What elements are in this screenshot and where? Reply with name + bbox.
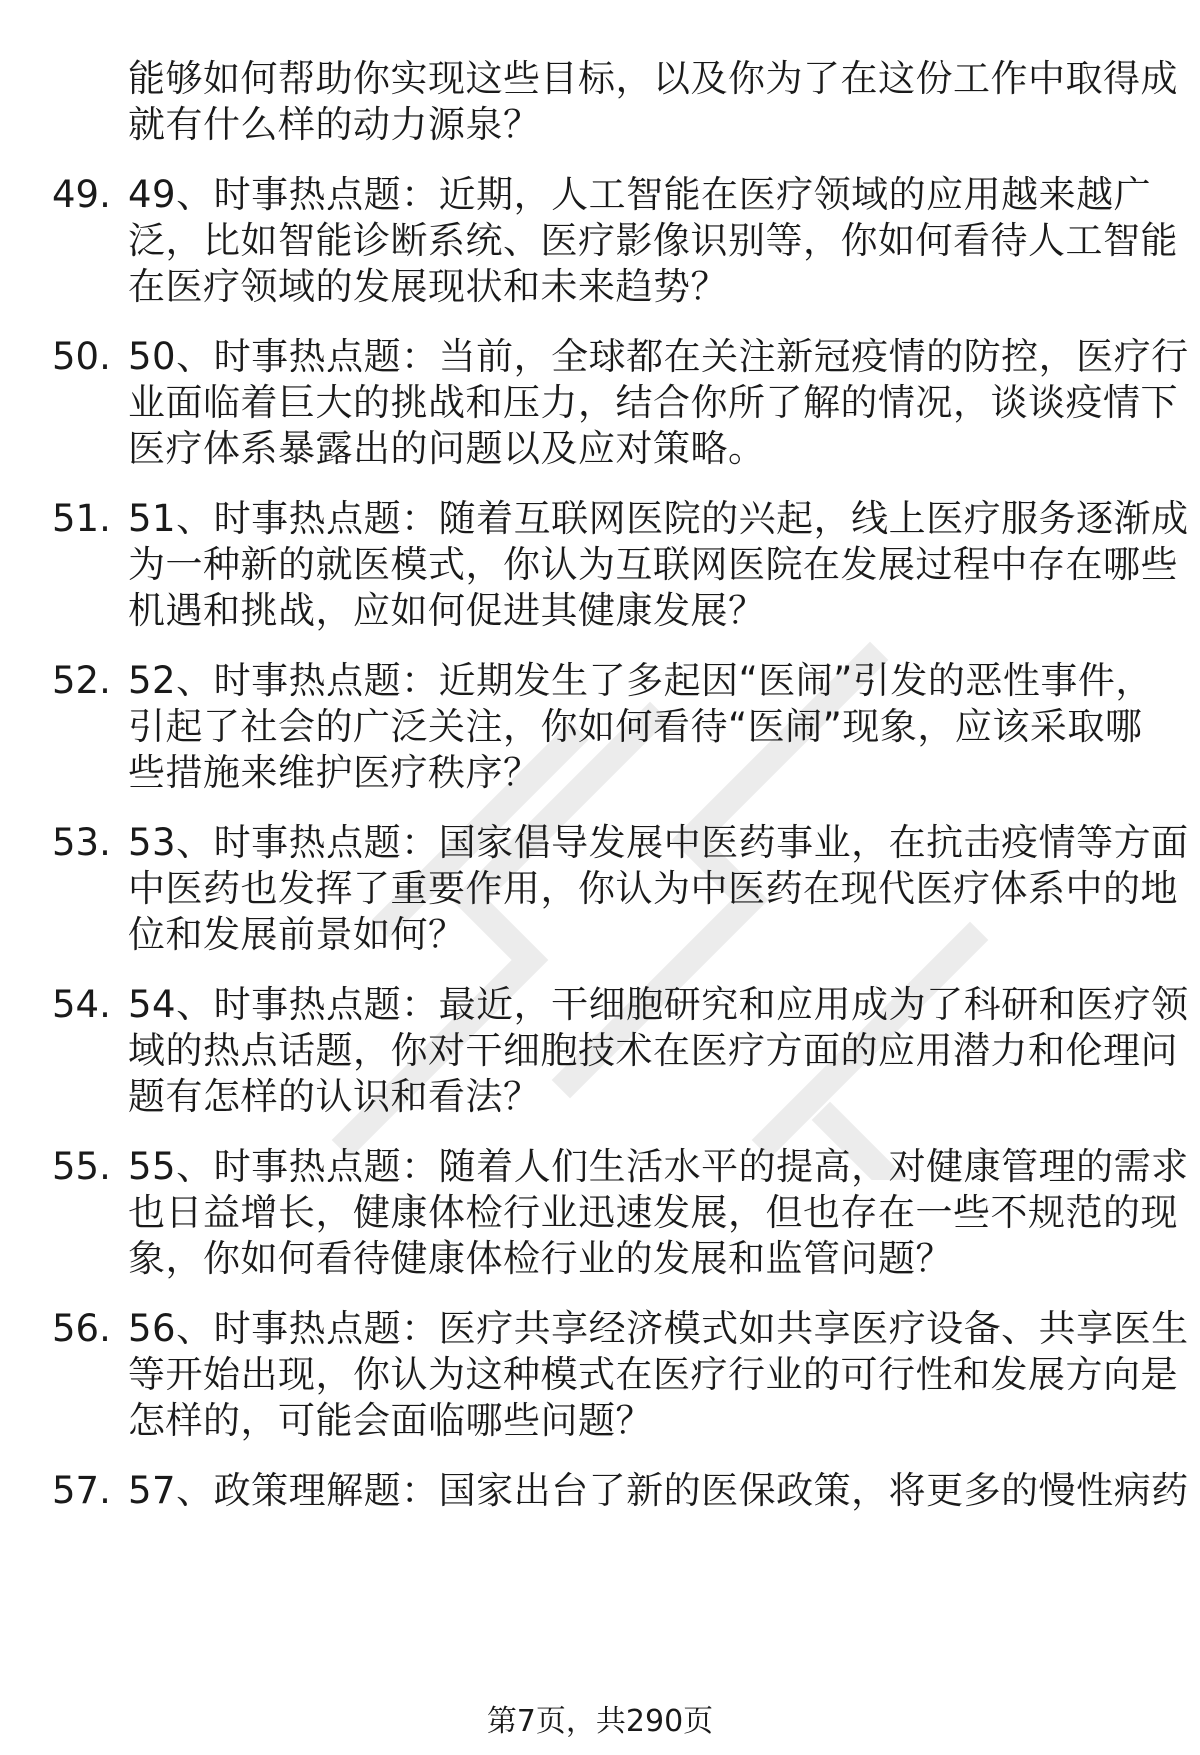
item-number: 56. bbox=[52, 1307, 111, 1350]
item-line: 些措施来维护医疗秩序？ bbox=[128, 751, 541, 794]
item-line: 域的热点话题，你对干细胞技术在医疗方面的应用潜力和伦理问 bbox=[128, 1029, 1178, 1072]
item-line: 等开始出现，你认为这种模式在医疗行业的可行性和发展方向是 bbox=[128, 1353, 1178, 1396]
item-number: 49. bbox=[52, 173, 111, 216]
intro-line: 能够如何帮助你实现这些目标，以及你为了在这份工作中取得成 bbox=[128, 57, 1178, 100]
item-number: 53. bbox=[52, 821, 111, 864]
item-line: 54、时事热点题：最近，干细胞研究和应用成为了科研和医疗领 bbox=[128, 983, 1189, 1026]
item-number: 52. bbox=[52, 659, 111, 702]
intro-line: 就有什么样的动力源泉？ bbox=[128, 103, 541, 146]
item-line: 53、时事热点题：国家倡导发展中医药事业，在抗击疫情等方面 bbox=[128, 821, 1189, 864]
item-line: 为一种新的就医模式，你认为互联网医院在发展过程中存在哪些 bbox=[128, 543, 1178, 586]
page-footer: 第7页，共290页 bbox=[486, 1704, 714, 1739]
item-number: 51. bbox=[52, 497, 111, 540]
item-line: 50、时事热点题：当前，全球都在关注新冠疫情的防控，医疗行 bbox=[128, 335, 1189, 378]
item-number: 54. bbox=[52, 983, 111, 1026]
item-line: 泛，比如智能诊断系统、医疗影像识别等，你如何看待人工智能 bbox=[128, 219, 1178, 262]
item-line: 也日益增长，健康体检行业迅速发展，但也存在一些不规范的现 bbox=[128, 1191, 1178, 1234]
item-line: 57、政策理解题：国家出台了新的医保政策，将更多的慢性病药 bbox=[128, 1469, 1189, 1512]
item-line: 56、时事热点题：医疗共享经济模式如共享医疗设备、共享医生 bbox=[128, 1307, 1189, 1350]
item-line: 52、时事热点题：近期发生了多起因“医闹”引发的恶性事件， bbox=[128, 659, 1153, 702]
item-line: 位和发展前景如何？ bbox=[128, 913, 466, 956]
item-number: 57. bbox=[52, 1469, 111, 1512]
item-line: 51、时事热点题：随着互联网医院的兴起，线上医疗服务逐渐成 bbox=[128, 497, 1189, 540]
item-line: 象，你如何看待健康体检行业的发展和监管问题？ bbox=[128, 1237, 953, 1280]
item-line: 机遇和挑战，应如何促进其健康发展？ bbox=[128, 589, 766, 632]
item-line: 55、时事热点题：随着人们生活水平的提高，对健康管理的需求 bbox=[128, 1145, 1189, 1188]
item-line: 怎样的，可能会面临哪些问题？ bbox=[128, 1399, 653, 1442]
item-number: 55. bbox=[52, 1145, 111, 1188]
item-line: 中医药也发挥了重要作用，你认为中医药在现代医疗体系中的地 bbox=[128, 867, 1178, 910]
item-number: 50. bbox=[52, 335, 111, 378]
item-line: 49、时事热点题：近期，人工智能在医疗领域的应用越来越广 bbox=[128, 173, 1152, 216]
item-line: 在医疗领域的发展现状和未来趋势？ bbox=[128, 265, 728, 308]
item-line: 引起了社会的广泛关注，你如何看待“医闹”现象，应该采取哪 bbox=[128, 705, 1143, 748]
item-line: 业面临着巨大的挑战和压力，结合你所了解的情况，谈谈疫情下 bbox=[128, 381, 1178, 424]
item-line: 医疗体系暴露出的问题以及应对策略。 bbox=[128, 427, 766, 470]
item-line: 题有怎样的认识和看法？ bbox=[128, 1075, 541, 1118]
